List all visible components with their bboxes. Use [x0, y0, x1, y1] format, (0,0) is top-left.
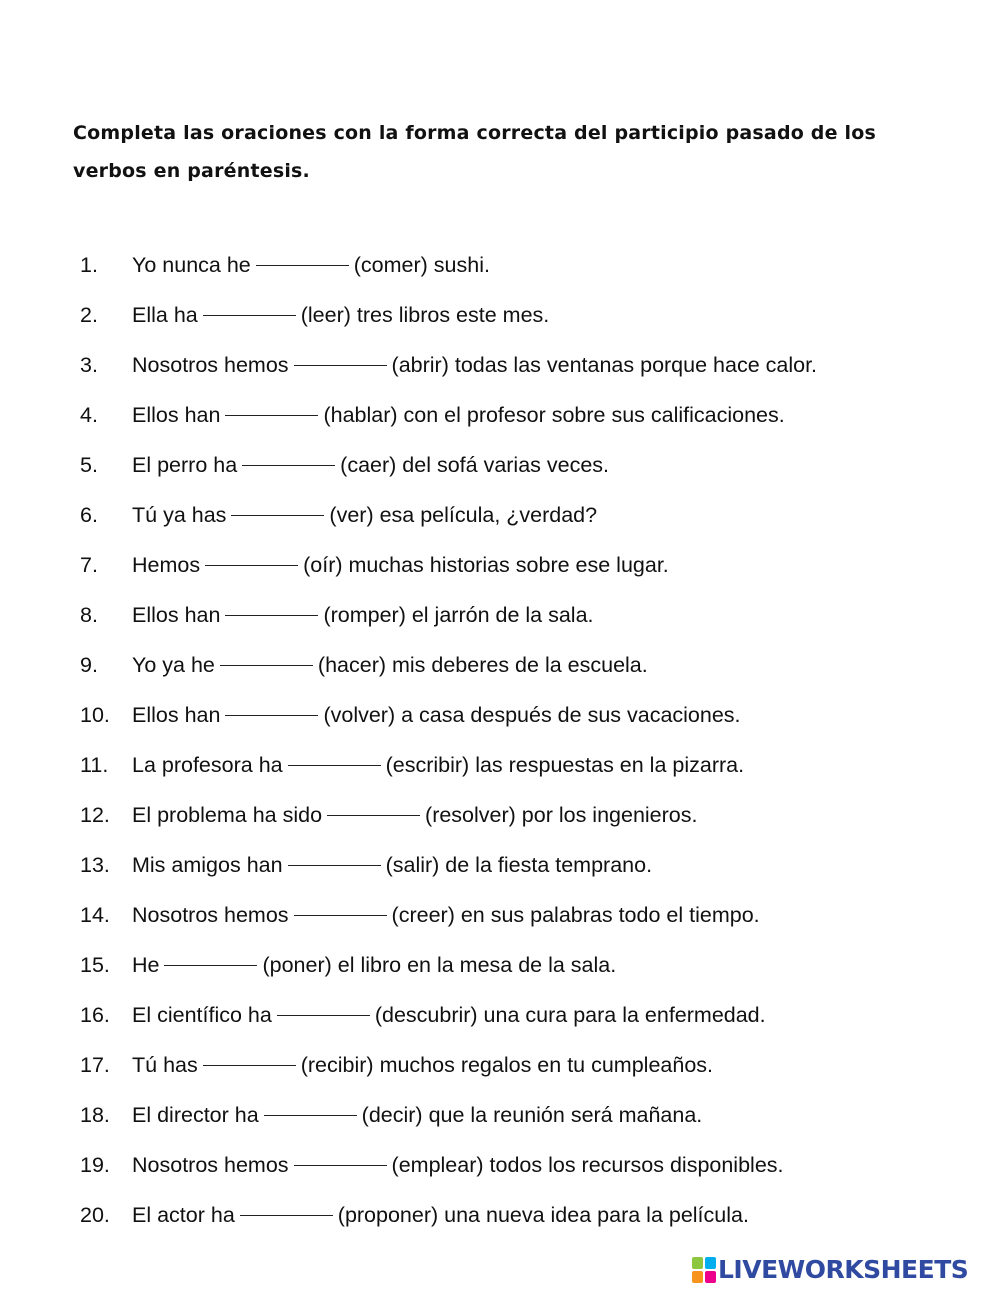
answer-blank[interactable] [220, 664, 313, 666]
exercise-item [80, 840, 980, 890]
item-number: 8. [80, 602, 98, 627]
exercise-item [80, 1190, 980, 1240]
exercise-item [80, 290, 980, 340]
answer-blank[interactable] [225, 714, 318, 716]
sentence-after-blank: (ver) esa película, ¿verdad? [329, 502, 598, 527]
item-number: 13. [80, 852, 110, 877]
item-number: 10. [80, 702, 110, 727]
answer-blank[interactable] [327, 814, 420, 816]
exercise-item [80, 1090, 980, 1140]
answer-blank[interactable] [242, 464, 335, 466]
exercise-item [80, 590, 980, 640]
sentence-after-blank: (creer) en sus palabras todo el tiempo. [391, 902, 760, 927]
item-number: 20. [80, 1202, 110, 1227]
exercise-item [80, 340, 980, 390]
item-number: 4. [80, 402, 98, 427]
logo-square-3 [692, 1271, 703, 1283]
exercise-item [80, 1140, 980, 1190]
answer-blank[interactable] [225, 414, 318, 416]
answer-blank[interactable] [240, 1214, 333, 1216]
answer-blank[interactable] [277, 1014, 370, 1016]
answer-blank[interactable] [294, 364, 387, 366]
sentence-after-blank: (hablar) con el profesor sobre sus calificaciones. [323, 402, 785, 427]
item-number: 18. [80, 1102, 110, 1127]
item-number: 12. [80, 802, 110, 827]
sentence-before-blank: El problema ha sido [132, 802, 323, 827]
item-number: 2. [80, 302, 98, 327]
item-number: 16. [80, 1002, 110, 1027]
sentence-after-blank: (descubrir) una cura para la enfermedad. [374, 1002, 766, 1027]
answer-blank[interactable] [294, 914, 387, 916]
item-number: 6. [80, 502, 98, 527]
logo-square-4 [705, 1271, 716, 1283]
sentence-before-blank: Ella ha [132, 302, 198, 327]
item-number: 15. [80, 952, 110, 977]
exercise-item [80, 540, 980, 590]
liveworksheets-logo-icon [692, 1257, 716, 1283]
sentence-before-blank: El perro ha [132, 452, 238, 477]
sentence-before-blank: He [132, 952, 160, 977]
sentence-before-blank: Yo ya he [132, 652, 215, 677]
item-number: 3. [80, 352, 98, 377]
sentence-after-blank: (abrir) todas las ventanas porque hace calor. [391, 352, 818, 377]
exercise-item [80, 790, 980, 840]
exercise-item [80, 990, 980, 1040]
exercise-item [80, 390, 980, 440]
item-number: 9. [80, 652, 98, 677]
sentence-before-blank: El científico ha [132, 1002, 272, 1027]
sentence-after-blank: (escribir) las respuestas en la pizarra. [385, 752, 745, 777]
item-number: 14. [80, 902, 110, 927]
answer-blank[interactable] [288, 764, 381, 766]
answer-blank[interactable] [264, 1114, 357, 1116]
sentence-before-blank: Ellos han [132, 702, 221, 727]
item-number: 5. [80, 452, 98, 477]
exercise-item [80, 690, 980, 740]
sentence-before-blank: La profesora ha [132, 752, 283, 777]
answer-blank[interactable] [231, 514, 324, 516]
answer-blank[interactable] [294, 1164, 387, 1166]
exercise-item [80, 440, 980, 490]
sentence-before-blank: Nosotros hemos [132, 902, 289, 927]
exercise-item [80, 940, 980, 990]
exercise-item [80, 640, 980, 690]
item-number: 17. [80, 1052, 110, 1077]
sentence-after-blank: (emplear) todos los recursos disponibles. [391, 1152, 784, 1177]
sentence-before-blank: Ellos han [132, 602, 221, 627]
sentence-after-blank: (resolver) por los ingenieros. [425, 802, 698, 827]
sentence-before-blank: El actor ha [132, 1202, 235, 1227]
answer-blank[interactable] [256, 264, 349, 266]
exercise-item [80, 490, 980, 540]
answer-blank[interactable] [225, 614, 318, 616]
sentence-after-blank: (comer) sushi. [353, 252, 490, 277]
sentence-after-blank: (proponer) una nueva idea para la película. [337, 1202, 749, 1227]
sentence-before-blank: Nosotros hemos [132, 1152, 289, 1177]
exercise-item [80, 240, 980, 290]
sentence-after-blank: (romper) el jarrón de la sala. [323, 602, 594, 627]
sentence-after-blank: (recibir) muchos regalos en tu cumpleaños. [300, 1052, 714, 1077]
exercise-list [80, 240, 980, 1240]
sentence-after-blank: (salir) de la fiesta temprano. [385, 852, 653, 877]
liveworksheets-logo [692, 1255, 968, 1284]
sentence-after-blank: (volver) a casa después de sus vacaciones. [323, 702, 741, 727]
logo-square-2 [705, 1257, 716, 1269]
sentence-after-blank: (oír) muchas historias sobre ese lugar. [303, 552, 669, 577]
sentence-after-blank: (leer) tres libros este mes. [300, 302, 550, 327]
answer-blank[interactable] [205, 564, 298, 566]
exercise-item [80, 1040, 980, 1090]
sentence-after-blank: (poner) el libro en la mesa de la sala. [262, 952, 617, 977]
sentence-before-blank: Yo nunca he [132, 252, 251, 277]
sentence-after-blank: (decir) que la reunión será mañana. [361, 1102, 703, 1127]
sentence-after-blank: (hacer) mis deberes de la escuela. [317, 652, 648, 677]
sentence-before-blank: Ellos han [132, 402, 221, 427]
sentence-after-blank: (caer) del sofá varias veces. [340, 452, 610, 477]
instructions-text: Completa las oraciones con la forma correcta del participio pasado de los verbos en paréntesis. [73, 122, 876, 182]
exercise-item [80, 740, 980, 790]
answer-blank[interactable] [164, 964, 257, 966]
sentence-before-blank: Nosotros hemos [132, 352, 289, 377]
sentence-before-blank: Mis amigos han [132, 852, 283, 877]
item-number: 1. [80, 252, 98, 277]
item-number: 11. [80, 752, 109, 777]
sentence-before-blank: El director ha [132, 1102, 259, 1127]
item-number: 7. [80, 552, 98, 577]
answer-blank[interactable] [203, 1064, 296, 1066]
sentence-before-blank: Tú ya has [132, 502, 227, 527]
sentence-before-blank: Hemos [132, 552, 201, 577]
answer-blank[interactable] [288, 864, 381, 866]
item-number: 19. [80, 1152, 110, 1177]
sentence-before-blank: Tú has [132, 1052, 198, 1077]
logo-text: LIVEWORKSHEETS [718, 1255, 969, 1284]
exercise-item [80, 890, 980, 940]
logo-square-1 [692, 1257, 703, 1269]
answer-blank[interactable] [203, 314, 296, 316]
